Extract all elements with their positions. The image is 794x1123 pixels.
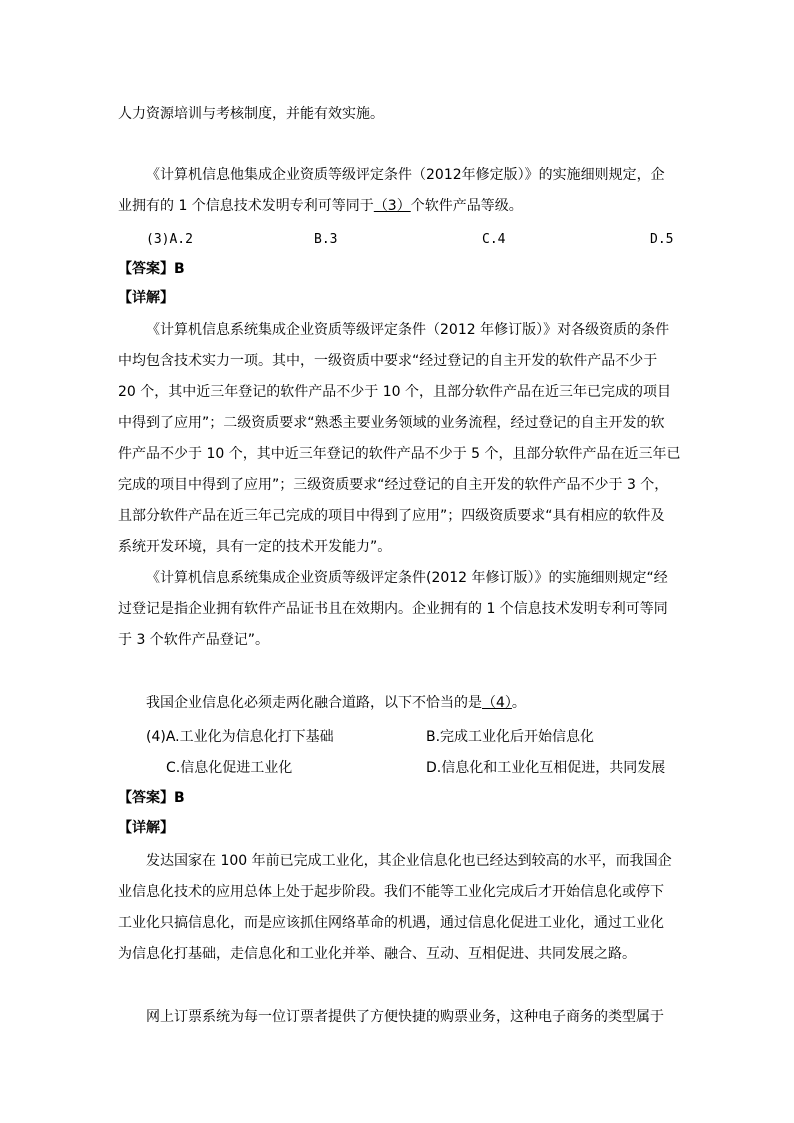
option-b: B.完成工业化后开始信息化: [426, 729, 595, 745]
answer-blank: （4）: [482, 695, 512, 711]
detail-line: 《计算机信息系统集成企业资质等级评定条件(2012 年修订版）》的实施细则规定“经: [146, 570, 668, 586]
question-3-stem: 《计算机信息他集成企业资质等级评定条件（2012年修定版）》的实施细则规定，企: [146, 167, 665, 183]
detail-line: 发达国家在 100 年前已完成工业化，其企业信息化也已经达到较高的水平，而我国企: [146, 853, 672, 869]
detail-line: 件产品不少于 10 个，其中近三年登记的软件产品不少于 5 个，且部分软件产品在近三年已: [118, 446, 681, 462]
question-4-stem: 我国企业信息化必须走两化融合道路，以下不恰当的是（4）。: [146, 695, 526, 711]
detail-line: 为信息化打基础，走信息化和工业化并举、融合、互动、互相促进、共同发展之路。: [118, 946, 636, 962]
option-a: (3)A.2: [146, 232, 193, 247]
detail-line: 业信息化技术的应用总体上处于起步阶段。我们不能等工业化完成后才开始信息化或停下: [118, 884, 664, 900]
question-3-stem-cont: 业拥有的 1 个信息技术发明专利可等同于（3）个软件产品等级。: [118, 198, 523, 214]
detail-line: 中得到了应用”；二级资质要求“熟悉主要业务领域的业务流程，经过登记的自主开发的软: [118, 415, 665, 431]
detail-line: 且部分软件产品在近三年己完成的项目中得到了应用”；四级资质要求“具有相应的软件及: [118, 508, 665, 524]
option-b: B.3: [314, 232, 338, 247]
detail-line: 系统开发环境，具有一定的技术开发能力”。: [118, 539, 392, 555]
detail-line: 于 3 个软件产品登记”。: [118, 632, 270, 648]
detail-label: 【详解】: [118, 290, 174, 306]
detail-line: 过登记是指企业拥有软件产品证书且在效期内。企业拥有的 1 个信息技术发明专利可等同: [118, 601, 668, 617]
answer-blank: （3）: [373, 198, 411, 214]
option-c: C.4: [482, 232, 506, 247]
paragraph-line: 人力资源培训与考核制度，并能有效实施。: [118, 106, 384, 122]
option-c: C.信息化促进工业化: [166, 760, 293, 776]
option-d: D.信息化和工业化互相促进，共同发展: [426, 760, 666, 776]
answer-label: 【答案】B: [118, 261, 185, 277]
detail-label: 【详解】: [118, 820, 174, 836]
detail-line: 工业化只搞信息化，而是应该抓住网络革命的机遇，通过信息化促进工业化，通过工业化: [118, 915, 664, 931]
detail-line: 20 个，其中近三年登记的软件产品不少于 10 个，且部分软件产品在近三年已完成的项目: [118, 384, 671, 400]
answer-label: 【答案】B: [118, 790, 185, 806]
option-d: D.5: [650, 232, 674, 247]
detail-line: 完成的项目中得到了应用”；三级资质要求“经过登记的自主开发的软件产品不少于 3 个，: [118, 477, 669, 493]
question-5-stem: 网上订票系统为每一位订票者提供了方便快捷的购票业务，这种电子商务的类型属于: [146, 1009, 664, 1025]
detail-line: 《计算机信息系统集成企业资质等级评定条件（2012 年修订版）》对各级资质的条件: [146, 322, 670, 338]
option-a: (4)A.工业化为信息化打下基础: [146, 729, 334, 745]
detail-line: 中均包含技术实力一项。其中，一级资质中要求“经过登记的自主开发的软件产品不少于: [118, 353, 658, 369]
